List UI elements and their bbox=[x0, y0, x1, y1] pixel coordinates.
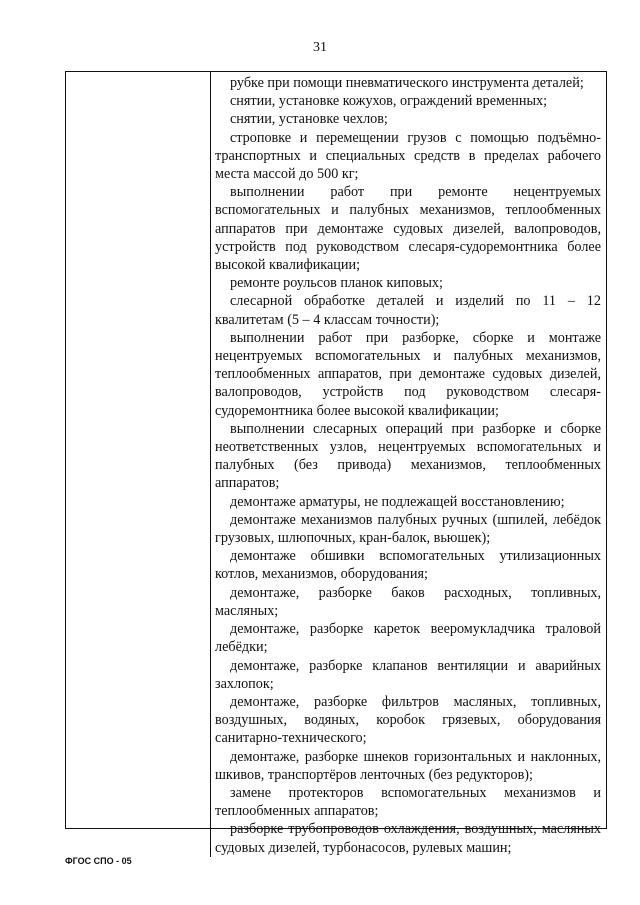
list-item: демонтаже, разборке шнеков горизонтальных и наклонных, шкивов, транспортёров ленточных (без редукторов); bbox=[215, 748, 601, 783]
list-item: демонтаже, разборке клапанов вентиляции и аварийных захлопок; bbox=[215, 657, 601, 692]
list-item: выполнении работ при ремонте нецентруемых вспомогательных и палубных механизмов, теплообменных аппаратов при демонтаже судовых дизелей, валопроводов, устройств под руководством слесаря-судоремонтника более высокой квалификации; bbox=[215, 184, 601, 274]
list-item: демонтаже арматуры, не подлежащей восстановлению; bbox=[230, 493, 565, 510]
requirements-table bbox=[65, 71, 607, 856]
table-right-cell bbox=[211, 72, 606, 857]
list-item: строповке и перемещении грузов с помощью подъёмно-транспортных и специальных средств в пределах рабочего места массой до 500 кг; bbox=[215, 129, 601, 183]
activity-list bbox=[215, 74, 601, 857]
page-number: 31 bbox=[313, 40, 327, 55]
list-item: замене протекторов вспомогательных механизмов и теплообменных аппаратов; bbox=[215, 784, 601, 820]
list-item: снятии, установке чехлов; bbox=[230, 111, 388, 128]
list-item: рубке при помощи пневматического инструмента деталей; bbox=[230, 75, 584, 91]
list-item: слесарной обработке деталей и изделий по 11 – 12 квалитетам (5 – 4 классам точности); bbox=[215, 293, 601, 328]
list-item: демонтаже, разборке баков расходных, топливных, масляных; bbox=[215, 584, 601, 619]
footer-code: ФГОС СПО - 05 bbox=[65, 856, 132, 866]
list-item: снятии, установке кожухов, ограждений временных; bbox=[230, 93, 548, 110]
list-item: демонтаже обшивки вспомогательных утилизационных котлов, механизмов, оборудования; bbox=[215, 548, 601, 583]
list-item: демонтаже, разборке фильтров масляных, топливных, воздушных, водяных, коробок грязевых, оборудования санитарно-технического; bbox=[215, 693, 601, 747]
list-item: ремонте роульсов планок киповых; bbox=[230, 275, 443, 292]
list-item: выполнении работ при разборке, сборке и монтаже нецентруемых вспомогательных и палубных механизмов, теплообменных аппаратов, при демонтаже судовых дизелей, валопроводов, устройств под руководством слесаря-судоремонтника более высокой квалификации; bbox=[215, 329, 601, 419]
list-item: демонтаже, разборке кареток вееромукладчика траловой лебёдки; bbox=[215, 621, 601, 656]
list-item: разборке трубопроводов охлаждения, воздушных, масляных судовых дизелей, турбонасосов, рулевых машин; bbox=[215, 821, 601, 856]
list-item: выполнении слесарных операций при разборке и сборке неответственных узлов, нецентруемых вспомогательных и палубных (без привода) механизмов, теплообменных аппаратов; bbox=[215, 420, 601, 492]
list-item: демонтаже механизмов палубных ручных (шпилей, лебёдок грузовых, шлюпочных, кран-балок, вьюшек); bbox=[215, 511, 601, 547]
table-left-cell bbox=[66, 72, 211, 857]
